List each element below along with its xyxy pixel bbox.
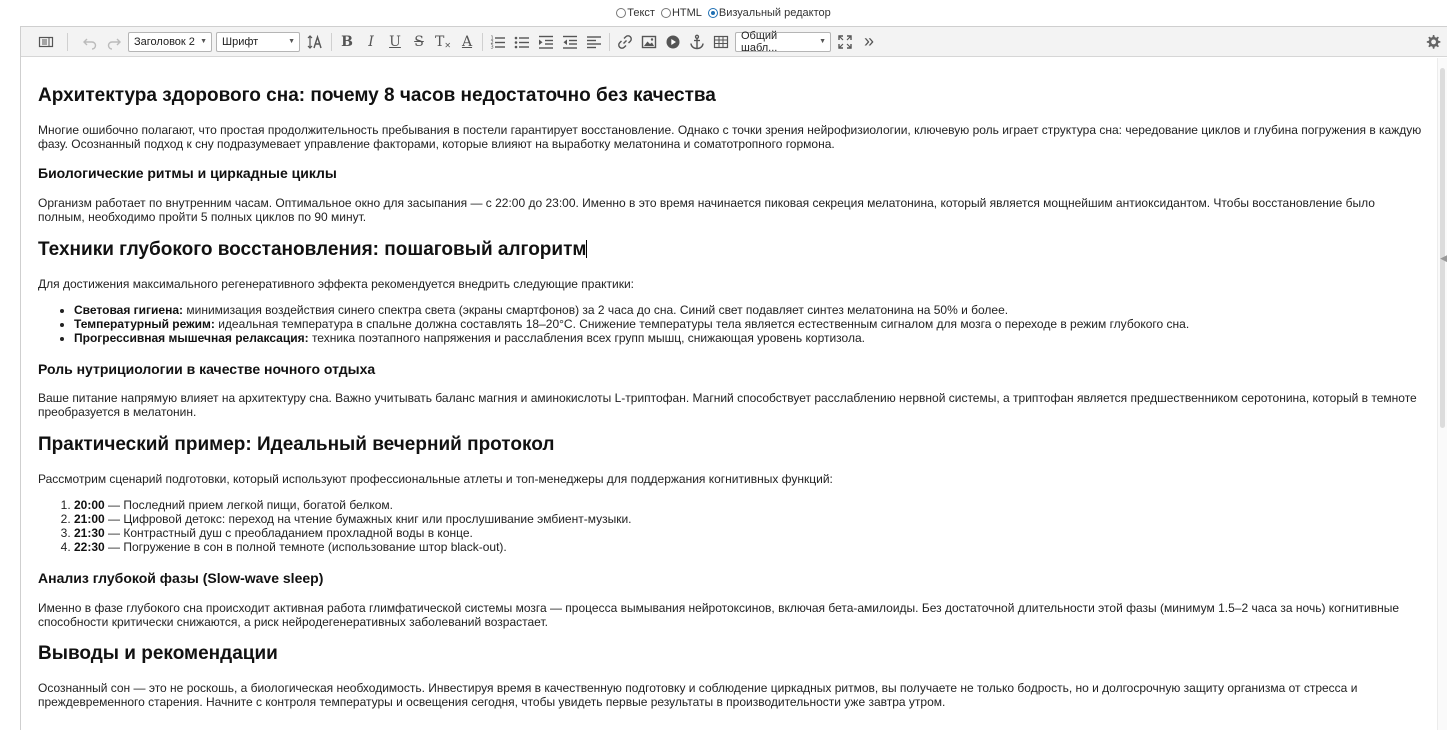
- paragraph-deep-phase: Именно в фазе глубокого сна происходит активная работа глимфатической системы мозга — процесса вымывания нейротоксинов, включая бета-амилоиды. Без достаточной длительности этой фазы (минимум 1.5–2 часа за ночь) когнитивные способности критически снижаются, а риск нейродегенеративных заболеваний возрастает.: [38, 601, 1400, 629]
- list-item: [74, 303, 1424, 317]
- toolbar-divider: [331, 33, 332, 51]
- italic-icon: I: [368, 33, 374, 50]
- redo-button[interactable]: [102, 30, 126, 54]
- mode-visual-option[interactable]: [708, 7, 831, 19]
- heading-sleep-architecture: Архитектура здорового сна: почему 8 часов недостаточно без качества: [38, 85, 716, 106]
- mode-text-label: Текст: [627, 7, 655, 19]
- underline-icon: U: [389, 33, 401, 50]
- paragraph-biorhythms: Организм работает по внутренним часам. Оптимальное окно для засыпания — с 22:00 до 23:00. Именно в это время начинается пиковая секреция мелатонина, который является мощнейшим антиоксидантом. Чтобы восстановление было полным, необходимо пройти 5 полных циклов по 90 минут.: [38, 196, 1375, 224]
- heading-recovery-text: Техники глубокого восстановления: пошаговый алгоритм: [38, 239, 587, 260]
- list-item-term: Температурный режим:: [74, 317, 215, 331]
- list-item-term: Прогрессивная мышечная релаксация:: [74, 331, 309, 345]
- heading-conclusions: Выводы и рекомендации: [38, 643, 278, 664]
- template-select-value: Общий шабл...: [741, 29, 778, 54]
- paragraph-protocol-intro: Рассмотрим сценарий подготовки, который используют профессиональные атлеты и топ-менеджеры для поддержания когнитивных функций:: [38, 472, 833, 486]
- font-select-value: Шрифт: [222, 35, 259, 48]
- indent-icon: [538, 34, 554, 50]
- list-item: [74, 331, 1424, 345]
- list-item-term: Световая гигиена:: [74, 303, 184, 317]
- mode-html-option[interactable]: [661, 7, 702, 19]
- visual-editor: [20, 26, 1447, 730]
- mode-text-option[interactable]: [616, 7, 655, 19]
- step-text: — Последний прием легкой пищи, богатой белком.: [104, 498, 393, 512]
- clear-x-icon: ✕: [444, 41, 452, 50]
- unordered-list-button[interactable]: [510, 30, 534, 54]
- list-item: [74, 498, 1424, 512]
- table-button[interactable]: [709, 30, 733, 54]
- fullscreen-icon: [837, 34, 853, 50]
- outdent-button[interactable]: [558, 30, 582, 54]
- clear-format-icon: T: [434, 33, 445, 50]
- step-time: 22:30: [74, 540, 105, 554]
- outdent-icon: [562, 34, 578, 50]
- table-icon: [713, 34, 729, 50]
- list-item: [74, 540, 1424, 554]
- step-time: 20:00: [74, 498, 105, 512]
- mode-visual-radio[interactable]: [708, 8, 718, 18]
- mode-visual-label: Визуальный редактор: [718, 7, 831, 19]
- step-text: — Погружение в сон в полной темноте (использование штор black-out).: [104, 540, 507, 554]
- indent-button[interactable]: [534, 30, 558, 54]
- list-item: [74, 317, 1424, 331]
- heading-biorhythms: Биологические ритмы и циркадные циклы: [38, 165, 337, 181]
- strikethrough-icon: S: [414, 33, 424, 50]
- link-button[interactable]: [613, 30, 637, 54]
- font-size-button[interactable]: [302, 30, 328, 54]
- text-color-icon: A: [461, 33, 473, 50]
- font-size-icon: [307, 34, 323, 50]
- more-button[interactable]: [857, 30, 881, 54]
- image-icon: [641, 34, 657, 50]
- clear-format-button[interactable]: [431, 30, 455, 54]
- scrollbar-thumb[interactable]: [1440, 68, 1445, 428]
- underline-button[interactable]: [383, 30, 407, 54]
- source-toggle-button[interactable]: [31, 30, 61, 54]
- italic-button[interactable]: [359, 30, 383, 54]
- font-select[interactable]: [216, 32, 300, 52]
- step-time: 21:00: [74, 512, 105, 526]
- paragraph-practices-intro: Для достижения максимального регенеративного эффекта рекомендуется внедрить следующие практики:: [38, 277, 635, 291]
- ordered-list-icon: [490, 34, 506, 50]
- heading-evening-protocol: Практический пример: Идеальный вечерний протокол: [38, 434, 555, 455]
- text-cursor: [586, 240, 587, 258]
- bold-icon: B: [341, 33, 353, 50]
- collapse-arrow-icon[interactable]: ◀: [1440, 253, 1447, 263]
- editor-mode-switch: [0, 0, 1447, 26]
- paragraph-intro: Многие ошибочно полагают, что простая продолжительность пребывания в постели гарантирует восстановление. Однако с точки зрения нейрофизиологии, ключевую роль играет структура сна: чередование циклов и глубина погружения в каждую фазу. Осознанный подход к сну подразумевает управление факторами, которые влияют на выработку мелатонина и соматотропного гормона.: [38, 123, 1422, 151]
- practices-list: [38, 303, 1424, 345]
- step-text: — Контрастный душ с преобладанием прохладной воды в конце.: [104, 526, 473, 540]
- list-item: [74, 526, 1424, 540]
- more-icon: »: [863, 31, 874, 51]
- toolbar-divider: [67, 33, 68, 51]
- paragraph-conclusions: Осознанный сон — это не роскошь, а биологическая необходимость. Инвестируя время в качественную подготовку и соблюдение циркадных ритмов, вы получаете не только бодрость, но и долгосрочную защиту организма от стресса и преждевременного старения. Начните с контроля температуры и освещения сегодня, чтобы увидеть первые результаты в производительности уже завтра утром.: [38, 681, 1358, 709]
- chevron-down-icon: ▼: [819, 38, 826, 45]
- heading-select-value: Заголовок 2: [134, 35, 195, 48]
- align-icon: [586, 34, 602, 50]
- mode-html-label: HTML: [671, 7, 702, 19]
- svg-text:2: 2: [490, 39, 494, 46]
- heading-deep-phase: Анализ глубокой фазы (Slow-wave sleep): [38, 570, 324, 586]
- settings-icon: [1425, 34, 1441, 50]
- mode-text-radio[interactable]: [616, 8, 626, 18]
- list-item-text: минимизация воздействия синего спектра света (экраны смартфонов) за 2 часа до сна. Синий свет подавляет синтез мелатонина на 50% и более.: [183, 303, 1009, 317]
- undo-icon: [82, 34, 98, 50]
- settings-button[interactable]: [1421, 30, 1445, 54]
- chevron-down-icon: ▼: [200, 38, 207, 45]
- heading-select[interactable]: [128, 32, 212, 52]
- image-button[interactable]: [637, 30, 661, 54]
- content-scrollbar[interactable]: [1437, 58, 1447, 730]
- step-time: 21:30: [74, 526, 105, 540]
- strikethrough-button[interactable]: [407, 30, 431, 54]
- chevron-down-icon: ▼: [288, 38, 295, 45]
- unordered-list-icon: [514, 34, 530, 50]
- step-text: — Цифровой детокс: переход на чтение бумажных книг или прослушивание эмбиент-музыки.: [104, 512, 632, 526]
- undo-button[interactable]: [78, 30, 102, 54]
- align-button[interactable]: [582, 30, 606, 54]
- editor-toolbar: [21, 27, 1447, 57]
- redo-icon: [106, 34, 122, 50]
- list-item: [74, 512, 1424, 526]
- heading-recovery-techniques: [38, 239, 587, 261]
- list-item-text: идеальная температура в спальне должна составлять 18–20°C. Снижение температуры тела является естественным сигналом для мозга о переходе в режим глубокого сна.: [214, 317, 1190, 331]
- template-select[interactable]: [735, 29, 831, 54]
- source-toggle-icon: [38, 34, 54, 50]
- svg-text:3: 3: [490, 44, 494, 50]
- toolbar-divider: [482, 33, 483, 51]
- ordered-list-button[interactable]: [486, 30, 510, 54]
- list-item-text: техника поэтапного напряжения и расслабления всех групп мышц, снижающая уровень кортизола.: [308, 331, 865, 345]
- svg-text:1: 1: [490, 35, 494, 41]
- fullscreen-button[interactable]: [833, 30, 857, 54]
- bold-button[interactable]: [335, 30, 359, 54]
- toolbar-divider: [609, 33, 610, 51]
- mode-html-radio[interactable]: [661, 8, 671, 18]
- video-button[interactable]: [661, 30, 685, 54]
- video-icon: [665, 34, 681, 50]
- protocol-steps-list: [38, 498, 1424, 554]
- text-color-button[interactable]: [455, 30, 479, 54]
- heading-nutrition: Роль нутрициологии в качестве ночного отдыха: [38, 361, 376, 377]
- link-icon: [617, 34, 633, 50]
- anchor-button[interactable]: [685, 30, 709, 54]
- paragraph-nutrition: Ваше питание напрямую влияет на архитектуру сна. Важно учитывать баланс магния и аминокислоты L-триптофан. Магний способствует расслаблению нервной системы, а триптофан является предшественником серотонина, который в темноте преобразуется в мелатонин.: [38, 391, 1417, 419]
- editor-content-area[interactable]: [38, 58, 1430, 730]
- anchor-icon: [689, 34, 705, 50]
